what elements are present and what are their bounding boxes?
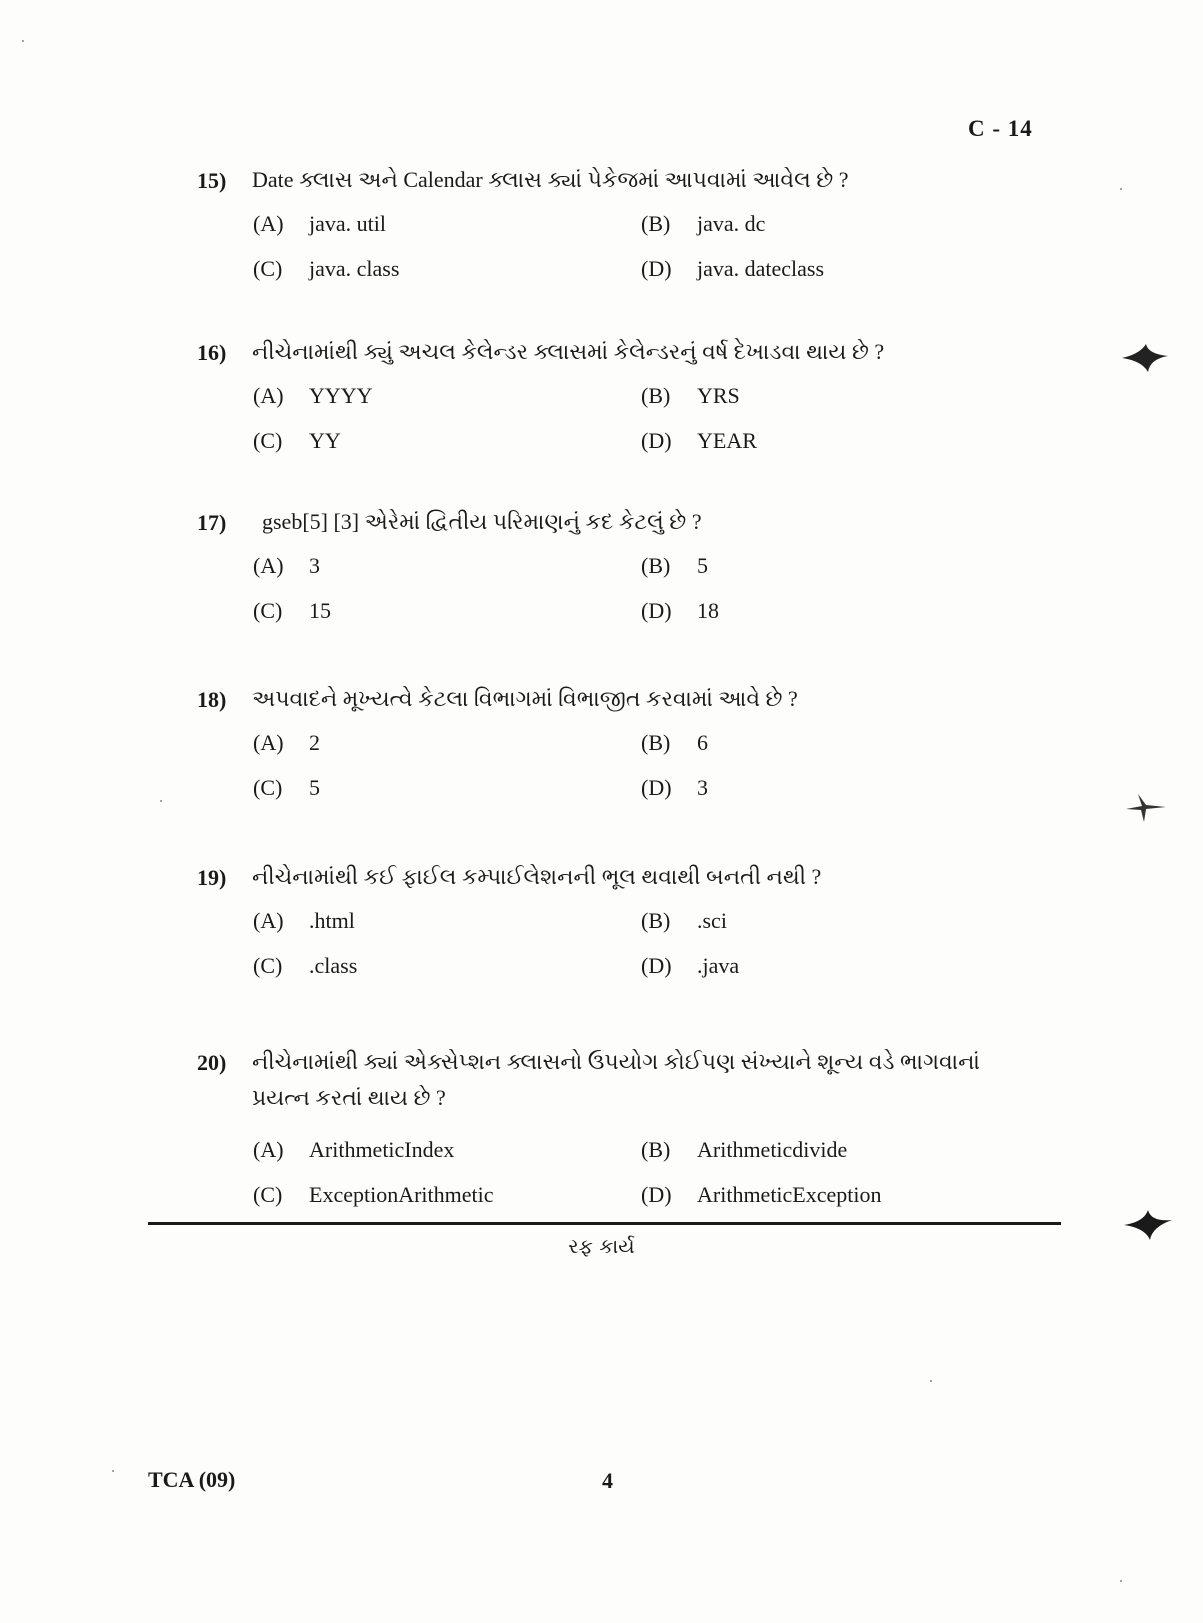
option-label: (A) (253, 211, 284, 236)
option-text: 3 (697, 775, 708, 800)
option-d (641, 1182, 882, 1208)
option-label: (C) (253, 428, 283, 453)
rough-work-label: રફ કાર્ય (568, 1234, 635, 1258)
option-text: java. util (309, 211, 386, 236)
option-label: (D) (641, 256, 672, 281)
option-b (641, 908, 727, 934)
option-label: (B) (641, 211, 671, 236)
registration-mark-icon (1122, 1208, 1174, 1242)
option-d (641, 953, 739, 979)
option-b (641, 383, 740, 409)
question-number: 18) (197, 687, 227, 712)
option-text: .java (697, 953, 740, 978)
option-text: 2 (309, 730, 320, 755)
scan-speck (930, 1380, 932, 1382)
option-label: (B) (641, 553, 671, 578)
registration-mark-icon (1120, 340, 1170, 374)
option-text: Arithmeticdivide (697, 1137, 848, 1162)
option-label: (C) (253, 1182, 283, 1207)
option-d (641, 428, 757, 454)
option-label: (C) (253, 598, 283, 623)
question-text: Date ક્લાસ અને Calendar ક્લાસ ક્યાં પેકેજમાં આપવામાં આવેલ છે ? (252, 167, 849, 192)
option-label: (A) (253, 553, 284, 578)
scan-speck (1120, 1580, 1122, 1582)
registration-mark-icon (1122, 790, 1168, 824)
option-a (253, 908, 355, 934)
option-c (253, 775, 320, 801)
option-text: ArithmeticIndex (309, 1137, 455, 1162)
option-c (253, 953, 357, 979)
scan-speck (22, 40, 24, 42)
question-number: 16) (197, 340, 227, 365)
option-c (253, 428, 341, 454)
option-text: 3 (309, 553, 320, 578)
option-b (641, 211, 765, 237)
scan-speck (1120, 188, 1122, 190)
question-number: 20) (197, 1050, 227, 1075)
option-text: 5 (309, 775, 320, 800)
option-text: YEAR (697, 428, 757, 453)
option-label: (B) (641, 730, 671, 755)
question-number: 15) (197, 168, 227, 193)
option-a (253, 730, 320, 756)
question-text: નીચેનામાંથી કઈ ફાઈલ કમ્પાઈલેશનની ભૂલ થવાથી બનતી નથી ? (252, 864, 822, 889)
option-label: (A) (253, 908, 284, 933)
option-text: java. dc (697, 211, 766, 236)
option-label: (B) (641, 383, 671, 408)
question-text: નીચેનામાંથી ક્યું અચલ કેલેન્ડર ક્લાસમાં કેલેન્ડરનું વર્ષ દેખાડવા થાય છે ? (252, 339, 885, 364)
option-d (641, 256, 824, 282)
option-b (641, 730, 708, 756)
option-label: (B) (641, 908, 671, 933)
option-label: (A) (253, 1137, 284, 1162)
option-a (253, 383, 373, 409)
option-c (253, 1182, 494, 1208)
option-label: (D) (641, 1182, 672, 1207)
option-label: (A) (253, 383, 284, 408)
option-d (641, 598, 719, 624)
option-text: ExceptionArithmetic (309, 1182, 494, 1207)
option-b (641, 1137, 847, 1163)
scan-speck (112, 1470, 114, 1472)
question-text: gseb[5] [3] એરેમાં દ્વિતીય પરિમાણનું કદ કેટલું છે ? (262, 509, 702, 534)
option-label: (C) (253, 256, 283, 281)
option-label: (C) (253, 775, 283, 800)
option-text: YY (309, 428, 341, 453)
question-text: અપવાદને મૂખ્યત્વે કેટલા વિભાગમાં વિભાજીત કરવામાં આવે છે ? (252, 686, 798, 711)
option-text: .html (309, 908, 355, 933)
question-text: નીચેનામાંથી ક્યાં એક્સેપ્શન ક્લાસનો ઉપયોગ કોઈપણ સંખ્યાને શૂન્ય વડે ભાગવાનાં પ્રયત્ન કરતાં થાય છે ? (252, 1049, 980, 1110)
option-c (253, 598, 331, 624)
option-label: (D) (641, 598, 672, 623)
option-label: (C) (253, 953, 283, 978)
option-text: 5 (697, 553, 708, 578)
option-text: YRS (697, 383, 740, 408)
option-text: java. dateclass (697, 256, 825, 281)
option-label: (A) (253, 730, 284, 755)
option-text: ArithmeticException (697, 1182, 882, 1207)
paper-code: TCA (09) (148, 1467, 236, 1492)
option-text: java. class (309, 256, 400, 281)
question-number: 17) (197, 510, 227, 535)
option-text: 18 (697, 598, 719, 623)
option-a (253, 1137, 454, 1163)
option-text: 15 (309, 598, 331, 623)
option-text: .class (309, 953, 358, 978)
option-text: 6 (697, 730, 708, 755)
section-divider (148, 1222, 1061, 1225)
option-text: YYYY (309, 383, 373, 408)
option-label: (D) (641, 953, 672, 978)
page-number: 4 (602, 1468, 613, 1493)
question-number: 19) (197, 865, 227, 890)
option-b (641, 553, 708, 579)
option-a (253, 211, 386, 237)
option-c (253, 256, 399, 282)
option-label: (D) (641, 775, 672, 800)
option-label: (B) (641, 1137, 671, 1162)
option-label: (D) (641, 428, 672, 453)
option-text: .sci (697, 908, 727, 933)
scan-speck (160, 800, 162, 802)
option-d (641, 775, 708, 801)
page-code: C - 14 (968, 116, 1033, 141)
option-a (253, 553, 320, 579)
